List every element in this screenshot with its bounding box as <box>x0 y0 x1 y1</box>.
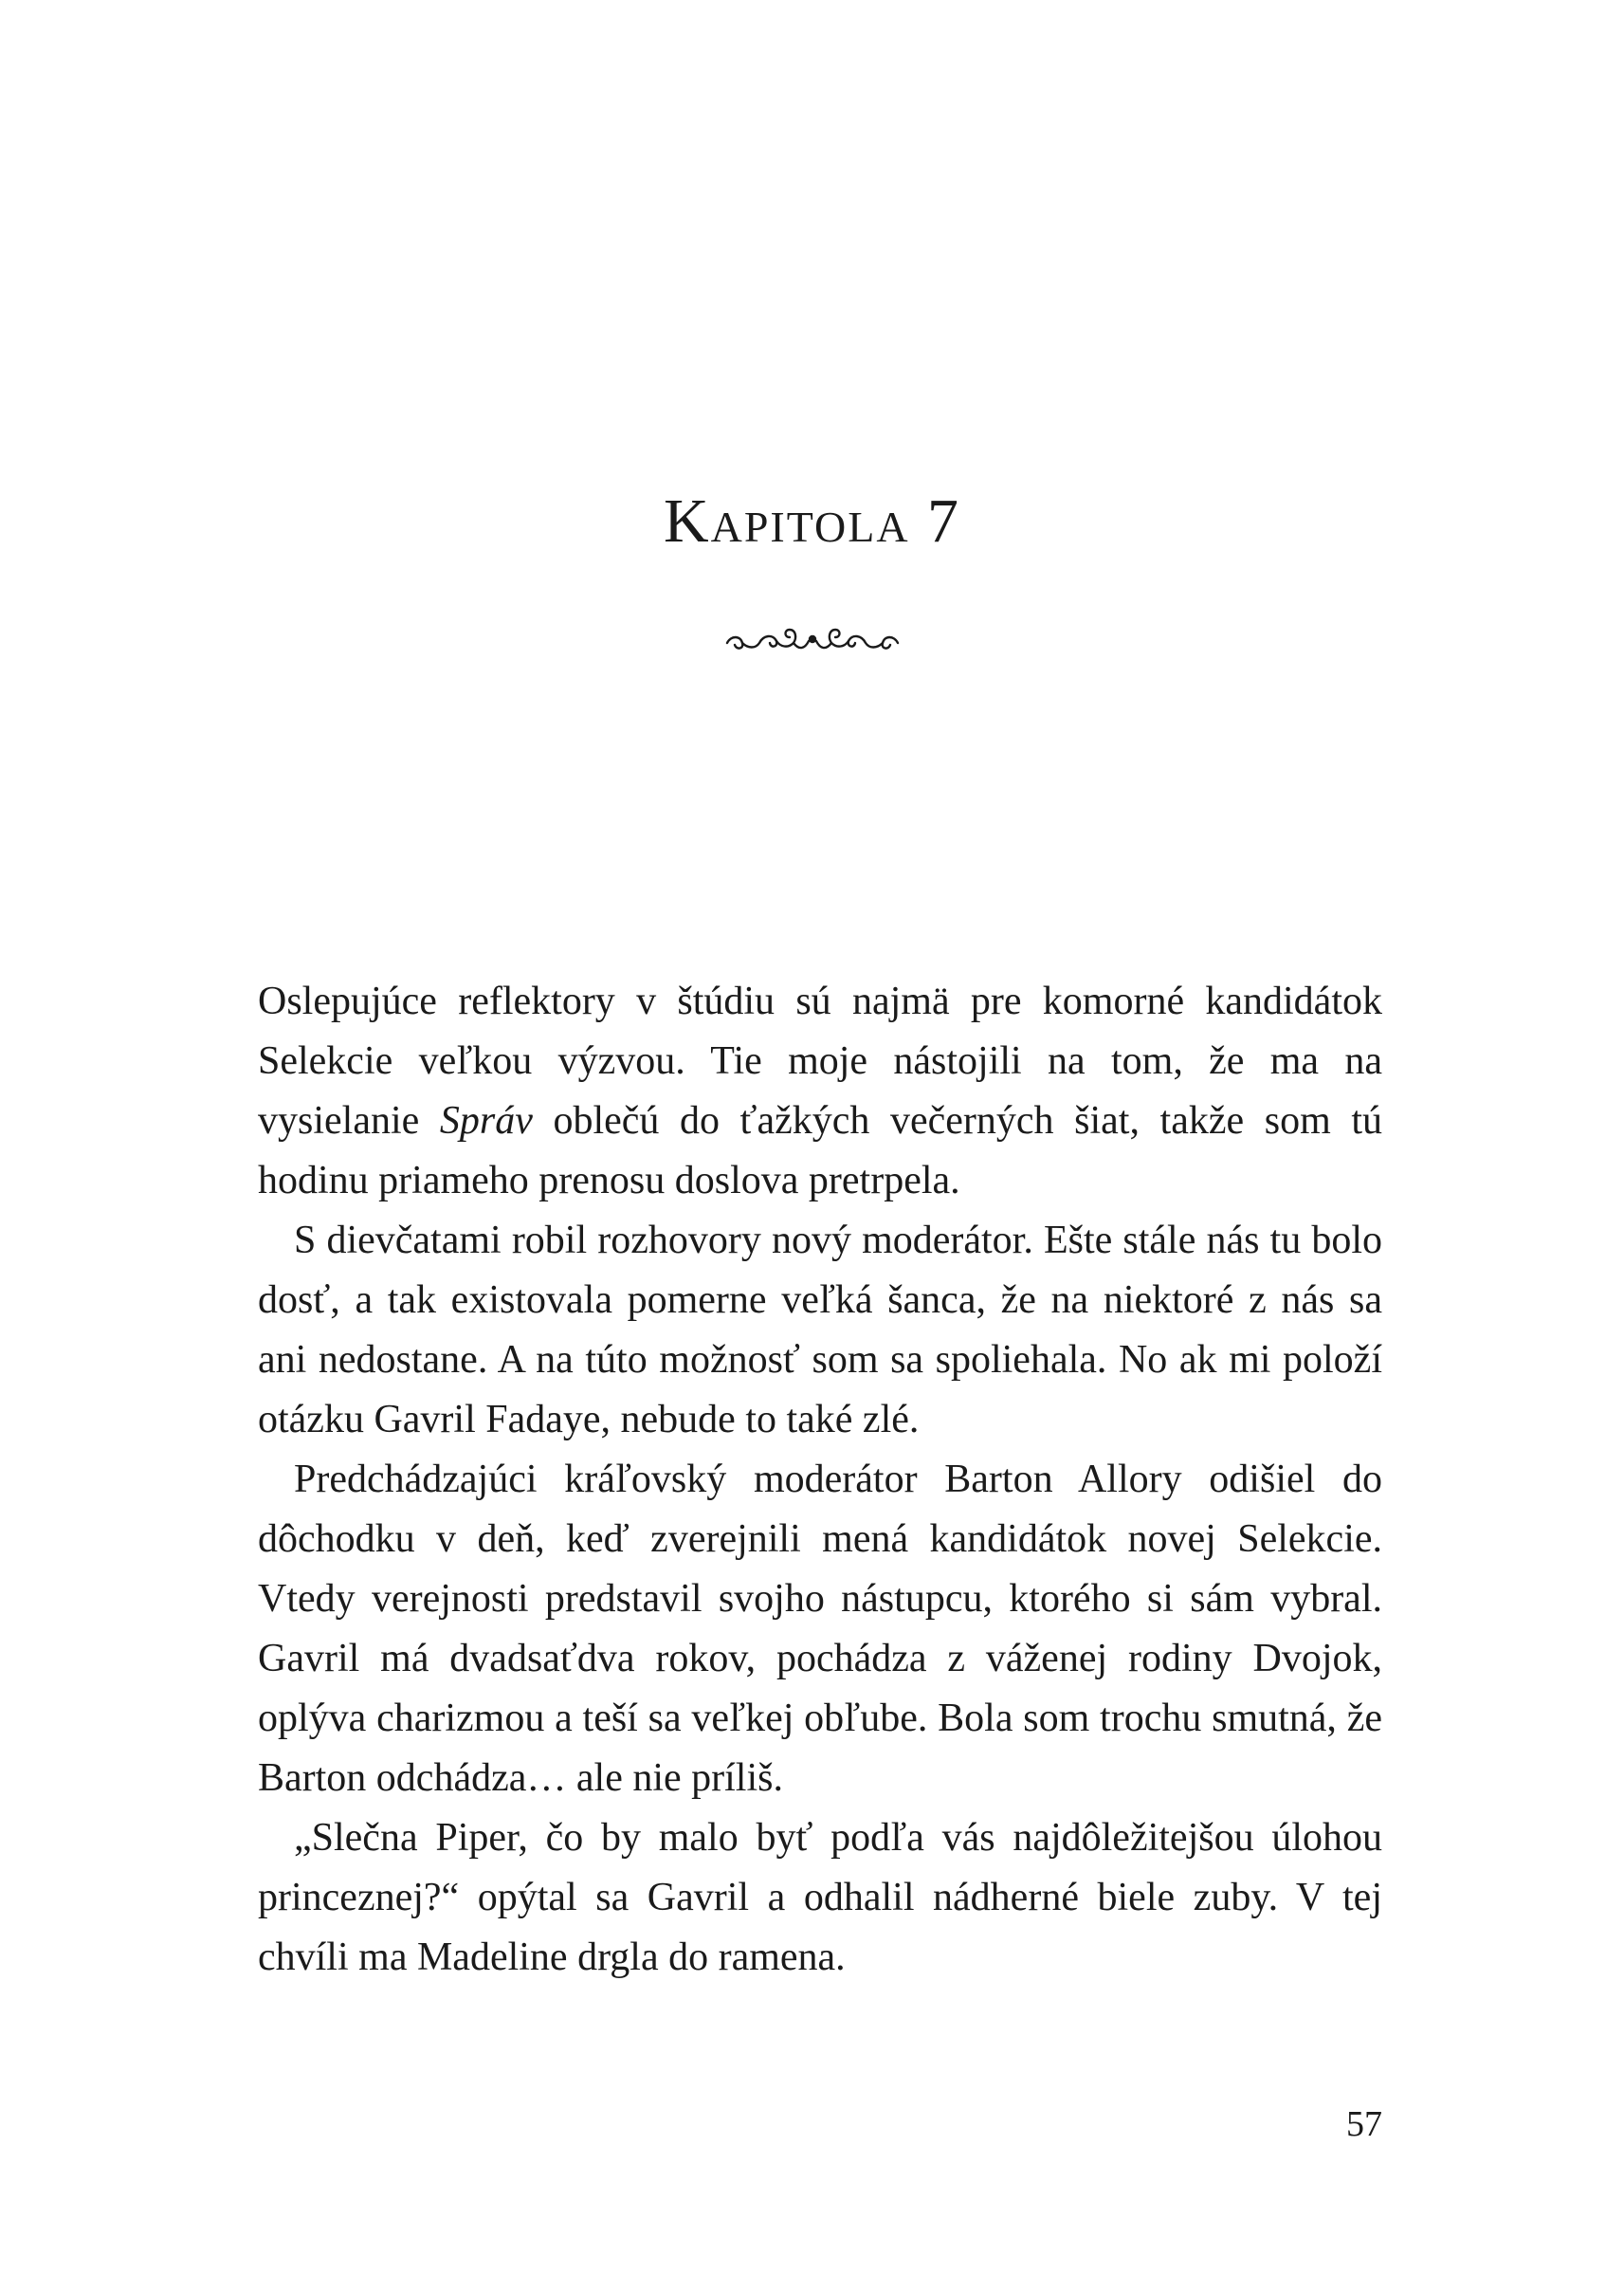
paragraph-2: S dievčatami robil rozhovory nový moderátor. Ešte stále nás tu bolo dosť, a tak existovala pomerne veľká šanca, že na niektoré z nás sa ani nedostane. A na túto možnosť som sa spoliehala. No ak mi položí otázku Gavril Fadaye, nebude to také zlé. <box>258 1219 1382 1441</box>
paragraph-4: „Slečna Piper, čo by malo byť podľa vás najdôležitejšou úlohou princeznej?“ opýtal sa Gavril a odhalil nádherné biele zuby. V tej chvíli ma Madeline drgla do ramena. <box>258 1816 1382 1979</box>
paragraph-1-before: Oslepujúce reflektory v štúdiu sú najmä pre komorné kandidátok Selekcie veľkou výzvou. Tie moje nástojili na tom, že ma na vysielanie <box>258 980 1382 1143</box>
chapter-body <box>258 972 1382 1988</box>
paragraph-1-italic: Správ <box>439 1099 533 1143</box>
paragraph-3: Predchádzajúci kráľovský moderátor Barton Allory odišiel do dôchodku v deň, keď zverejnili mená kandidátok novej Selekcie. Vtedy verejnosti predstavil svojho nástupcu, ktorého si sám vybral. Gavril má dvadsaťdva rokov, pochádza z váženej rodiny Dvojok, oplýva charizmou a teší sa veľkej obľube. Bola som trochu smutná, že Barton odchádza… ale nie príliš. <box>258 1458 1382 1800</box>
chapter-title: Kapitola 7 <box>663 486 961 556</box>
page-number: 57 <box>1346 2104 1382 2144</box>
decorative-flourish-icon <box>718 616 907 664</box>
paragraph-1 <box>258 972 1382 1211</box>
paragraph-1-after: oblečú do ťažkých večerných šiat, takže som tú hodinu priameho prenosu doslova pretrpela. <box>258 1099 1382 1202</box>
